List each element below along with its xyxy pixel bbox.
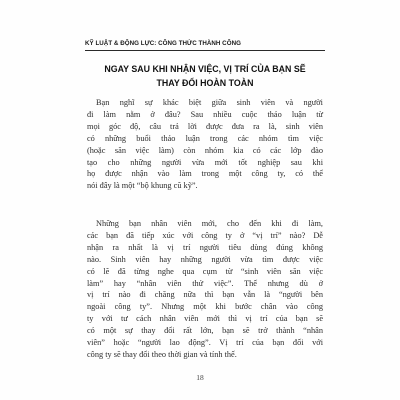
text-line: tạo cho những người vừa mới tốt nghiệp sau khi [87, 157, 323, 167]
text-line: có lẽ đã từng nghe qua cụm từ “sinh viên săn việc [87, 266, 323, 276]
text-line: Những bạn nhân viên mới, cho đến khi đi làm, [96, 219, 323, 228]
text-line: nói đây là một “bộ khung cũ kỹ”. [87, 181, 198, 191]
body-paragraph [87, 97, 323, 192]
text-line: ty với tư cách nhân viên mới thì vị trí của bạn sẽ [87, 314, 323, 324]
text-line: có một sự thay đổi rất lớn, bạn sẽ trở thành “nhân [87, 326, 323, 336]
chapter-title-line: NGAY SAU KHI NHẬN VIỆC, VỊ TRÍ CỦA BẠN SẼ [104, 64, 306, 75]
text-line: các bạn đã tiếp xúc với công ty ở “vị trí” nào? Dễ [87, 230, 323, 240]
text-line: đi làm nằm ở đâu? Sau nhiều cuộc thảo luận từ [87, 109, 323, 119]
text-line: có những buổi thảo luận trong các nhóm tìm việc [87, 133, 323, 143]
chapter-title-line: THAY ĐỔI HOÀN TOÀN [156, 78, 254, 89]
text-line: mọi góc độ, câu trả lời được đưa ra là, sinh viên [87, 121, 323, 131]
text-line: nào. Sinh viên hay những người vừa tìm được việc [87, 254, 323, 264]
text-line: Bạn nghĩ sự khác biệt giữa sinh viên và người [96, 98, 323, 107]
text-line: (hoặc săn việc làm) còn nhóm kia có các lớp đào [87, 145, 323, 155]
text-line: vị trí nào đi chăng nữa thì bạn vẫn là “người bên [87, 290, 323, 300]
body-paragraph [87, 218, 323, 361]
running-header: KỸ LUẬT & ĐỘNG LỰC: CÔNG THỨC THÀNH CÔNG [85, 40, 241, 47]
chapter-title [96, 63, 315, 91]
text-line: ngoài công ty”. Nhưng một khi bước chân vào công [87, 302, 323, 312]
text-line: công ty sẽ thay đổi theo thời gian và tính thế. [87, 349, 237, 359]
page-number: 18 [196, 373, 204, 382]
header-divider [85, 50, 325, 51]
text-line: nhận ra nhất là vị trí người tiêu dùng đúng không [87, 242, 323, 252]
text-line: họ được nhận vào làm trong một công ty, có thể [87, 169, 323, 179]
text-line: viên” hoặc “người lao động”. Vị trí của bạn đối với [87, 338, 323, 348]
text-line: làm” hay “nhân viên thử việc”. Thế nhưng dù ở [87, 278, 323, 288]
